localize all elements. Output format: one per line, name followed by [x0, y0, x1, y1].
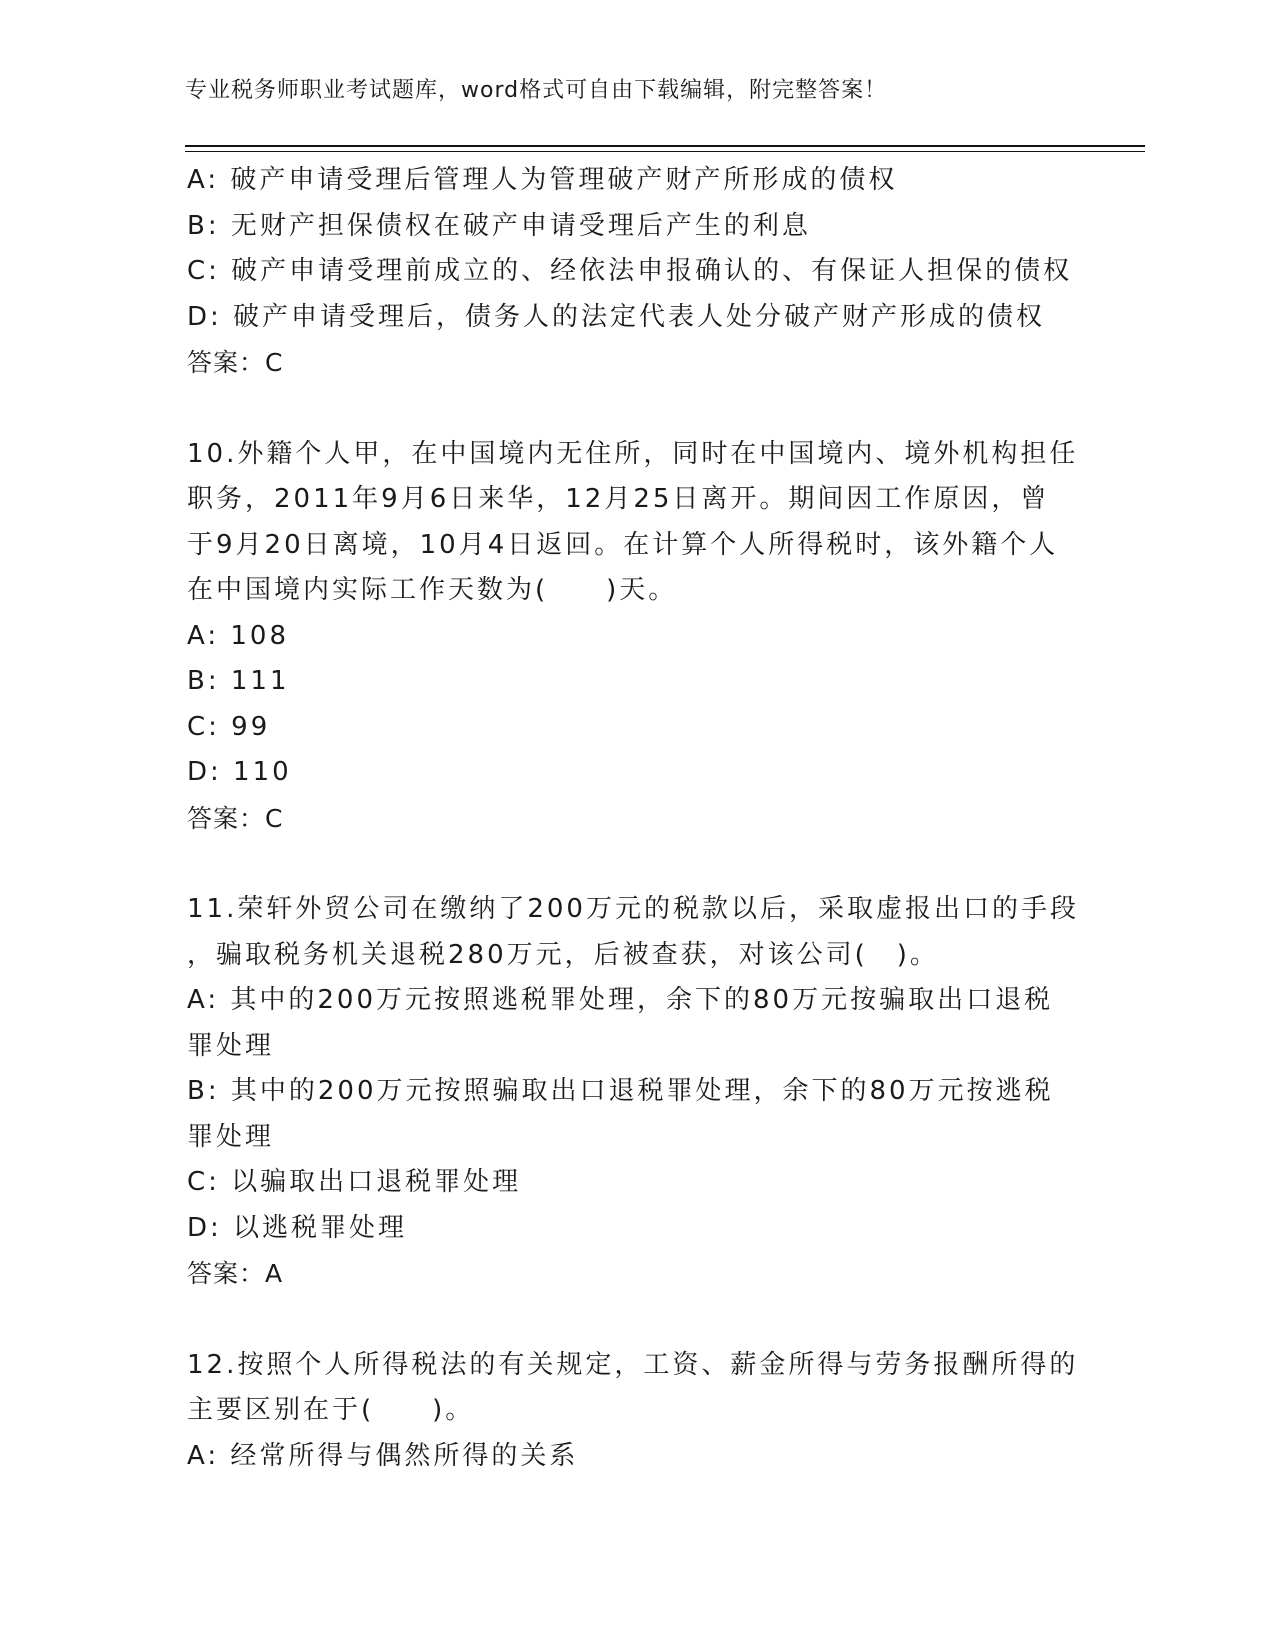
question-content — [187, 158, 1087, 1479]
option-d: D: 破产申请受理后，债务人的法定代表人处分破产财产形成的债权 — [187, 301, 1046, 332]
option-d: D: 110 — [187, 757, 292, 787]
option-c: C: 破产申请受理前成立的、经依法申报确认的、有保证人担保的债权 — [187, 256, 1073, 286]
question-stem-line: 职务，2011年9月6日来华，12月25日离开。期间因工作原因，曾 — [187, 484, 1050, 514]
header-rule-thin — [185, 151, 1145, 152]
option-b-continued: 罪处理 — [187, 1121, 275, 1152]
header-rule-thick — [185, 145, 1145, 147]
question-11 — [187, 887, 1087, 1297]
answer: 答案：C — [187, 348, 284, 377]
option-a: A: 108 — [187, 620, 289, 651]
answer: 答案：C — [187, 803, 284, 833]
question-stem-line: 12.按照个人所得税法的有关规定，工资、薪金所得与劳务报酬所得的 — [187, 1349, 1079, 1380]
option-d: D: 以逃税罪处理 — [187, 1212, 408, 1243]
answer: 答案：A — [187, 1259, 284, 1288]
question-stem-line: 10.外籍个人甲，在中国境内无住所，同时在中国境内、境外机构担任 — [187, 438, 1079, 469]
option-c: C: 99 — [187, 711, 271, 742]
question-stem-line: 11.荣轩外贸公司在缴纳了200万元的税款以后，采取虚报出口的手段 — [187, 894, 1079, 924]
question-stem-line: 主要区别在于( )。 — [187, 1395, 475, 1425]
question-stem-line: 于9月20日离境，10月4日返回。在计算个人所得税时，该外籍个人 — [187, 529, 1059, 560]
question-stem-line: ，骗取税务机关退税280万元，后被查获，对该公司( )。 — [187, 939, 939, 970]
option-a: A: 其中的200万元按照逃税罪处理，余下的80万元按骗取出口退税 — [187, 985, 1054, 1015]
option-a: A: 经常所得与偶然所得的关系 — [187, 1440, 579, 1471]
option-a: A: 破产申请受理后管理人为管理破产财产所形成的债权 — [187, 165, 898, 195]
option-b: B: 其中的200万元按照骗取出口退税罪处理，余下的80万元按逃税 — [187, 1076, 1054, 1106]
option-b: B: 111 — [187, 666, 290, 696]
question-9 — [187, 158, 1087, 386]
option-b: B: 无财产担保债权在破产申请受理后产生的利息 — [187, 210, 811, 241]
option-c: C: 以骗取出口退税罪处理 — [187, 1167, 522, 1197]
question-stem-line: 在中国境内实际工作天数为( )天。 — [187, 575, 678, 605]
question-10 — [187, 432, 1087, 842]
page-header: 专业税务师职业考试题库，word格式可自由下载编辑，附完整答案！ — [185, 78, 888, 103]
option-a-continued: 罪处理 — [187, 1030, 275, 1061]
question-12 — [187, 1343, 1087, 1480]
